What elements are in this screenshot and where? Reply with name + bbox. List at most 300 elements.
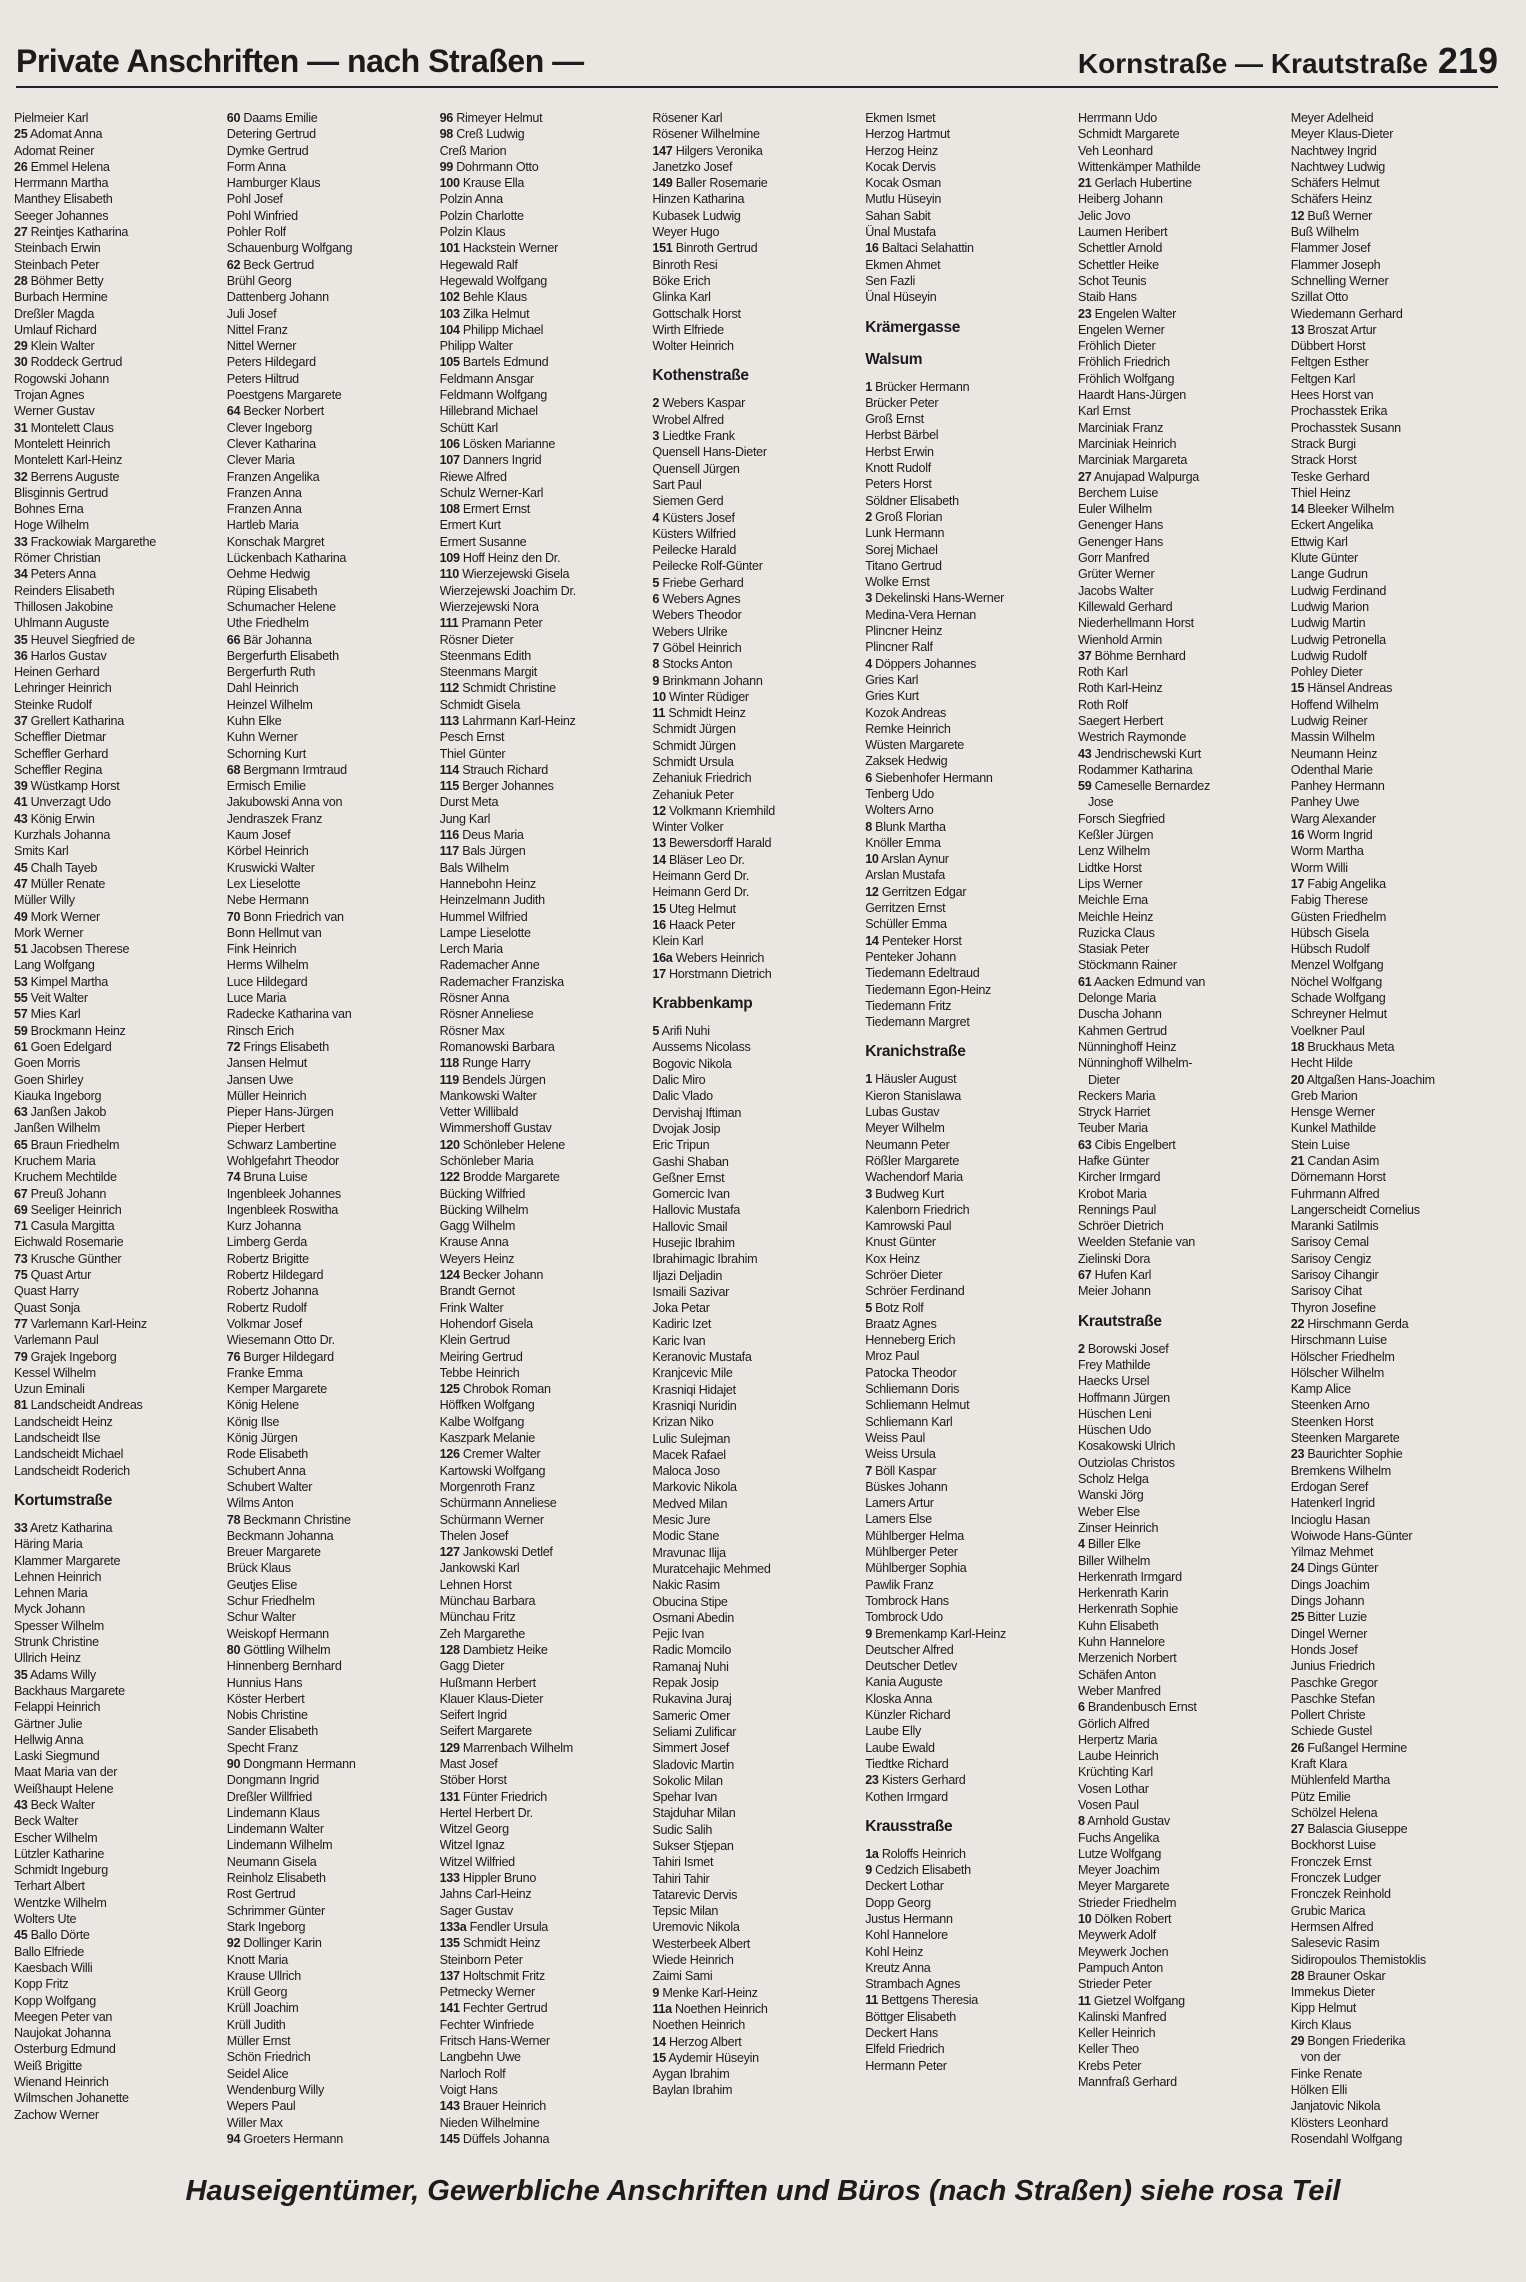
resident-name: Kaszpark Melanie [439,1431,535,1446]
house-number: 62 [226,257,241,272]
list-item [14,1332,227,1348]
list-item [440,550,653,566]
resident-name: Schäfers Heinz [1290,192,1372,207]
resident-name: Engelen Werner [1077,322,1165,337]
list-item [227,762,440,778]
resident-name: Mühlberger Sophia [865,1561,967,1576]
list-item [1078,632,1291,648]
list-item [652,1039,865,1055]
resident-name: Schorning Kurt [226,746,306,761]
resident-name: Winter Rüdiger [669,689,749,704]
house-number: 6 [652,592,660,607]
resident-name: Schön Friedrich [226,2050,311,2065]
list-item [1078,1023,1291,1039]
list-item [14,224,227,240]
list-item [652,208,865,224]
list-item [227,2017,440,2033]
resident-name: Weber Manfred [1077,1683,1161,1698]
list-item [865,395,1078,411]
list-item [865,1723,1078,1739]
list-item [14,632,227,648]
resident-name: Bremkens Wilhelm [1290,1463,1391,1478]
list-item [1078,746,1291,762]
list-item [1078,1618,1291,1634]
resident-name: Sokolic Milan [652,1773,723,1788]
resident-name: Kraft Klara [1290,1756,1347,1771]
list-item [1291,957,1504,973]
list-item [1078,648,1291,664]
resident-name: Schrimmer Günter [226,1903,325,1918]
list-item [14,1039,227,1055]
resident-name: Rösner Dieter [439,632,514,647]
list-item [440,1137,653,1153]
resident-name: Aussems Nicolass [652,1040,751,1055]
resident-name: Mühlberger Peter [865,1545,958,1560]
resident-name: Pramann Peter [461,616,543,631]
house-number: 5 [865,1300,872,1315]
resident-name: Herbst Erwin [865,444,934,459]
list-item [440,2049,653,2065]
house-number: 102 [439,290,460,305]
list-item [440,1886,653,1902]
house-number: 14 [865,933,879,948]
list-item [1291,1023,1504,1039]
list-item [1291,550,1504,566]
list-item [14,1463,227,1479]
list-item [652,558,865,574]
resident-name: Killewald Gerhard [1077,599,1173,614]
list-item [14,1414,227,1430]
list-item [652,1545,865,1561]
list-item [652,477,865,493]
list-item [227,925,440,941]
list-item [14,1797,227,1813]
house-number: 27 [1077,469,1092,484]
resident-name: Jacobs Walter [1077,583,1154,598]
resident-name: Künzler Richard [865,1708,951,1723]
list-item [865,159,1078,175]
list-item [227,1560,440,1576]
resident-name: Ludwig Reiner [1290,713,1368,728]
resident-name: Gerritzen Edgar [881,884,967,899]
list-item [652,1968,865,1984]
list-item [865,1283,1078,1299]
resident-name: Kurz Johanna [226,1219,301,1234]
list-item [1291,1104,1504,1120]
resident-name: Sukser Stjepan [652,1838,734,1853]
list-item [652,1333,865,1349]
house-number: 66 [226,632,241,647]
resident-name: Reinders Elisabeth [14,583,115,598]
resident-name: Hippler Bruno [462,1871,537,1886]
resident-name: Lindemann Klaus [226,1805,320,1820]
list-item [1291,2098,1504,2114]
resident-name: Schütt Karl [439,420,498,435]
house-number: 11 [865,1993,878,2008]
resident-name: Bongen Friederika [1307,2034,1406,2049]
list-item [14,1202,227,1218]
resident-name: Mravunac Ilija [652,1545,726,1560]
list-item [440,1805,653,1821]
resident-name: Berger Johannes [462,779,554,794]
list-item [14,778,227,794]
list-item [1291,811,1504,827]
list-item [1291,1854,1504,1870]
house-number: 105 [439,355,460,370]
list-item [440,354,653,370]
list-item [14,1088,227,1104]
resident-name: Fink Heinrich [226,942,297,957]
resident-name: Pielmeier Karl [14,111,89,125]
list-item [1291,517,1504,533]
resident-name: Brodde Margarete [462,1170,560,1185]
house-number: 96 [439,111,454,125]
list-item [227,1805,440,1821]
list-item [652,1349,865,1365]
resident-name: Durst Meta [439,795,499,810]
house-number: 149 [652,176,673,191]
list-item [652,738,865,754]
resident-name: Thillosen Jakobine [14,599,113,614]
resident-name: Seidel Alice [226,2066,289,2081]
resident-name: Nakic Rasim [652,1578,720,1593]
resident-name: Seeliger Heinrich [30,1202,122,1217]
list-item [227,892,440,908]
resident-name: Riewe Alfred [439,469,507,484]
house-number: 133 [439,1871,460,1886]
resident-name: Müller Ernst [226,2034,291,2049]
list-item [1078,322,1291,338]
resident-name: Kalbe Wolfgang [439,1414,525,1429]
resident-name: Klein Gertrud [439,1333,510,1348]
resident-name: Borowski Josef [1087,1341,1169,1356]
list-item [1291,1365,1504,1381]
list-item [14,1137,227,1153]
list-item [865,1169,1078,1185]
list-item [14,159,227,175]
house-number: 43 [14,1797,28,1812]
list-item [865,1479,1078,1495]
resident-name: Schur Friedhelm [226,1594,315,1609]
resident-name: Krüll Georg [226,1985,288,2000]
list-item [14,746,227,762]
list-item [440,974,653,990]
list-item [1291,2131,1504,2147]
resident-name: Sameric Omer [652,1708,730,1723]
resident-name: Biller Elke [1087,1537,1141,1552]
resident-name: Weelden Stefanie van [1077,1235,1195,1250]
list-item [865,1414,1078,1430]
resident-name: Herrmann Udo [1077,111,1157,125]
resident-name: Wittenkämper Mathilde [1077,159,1201,174]
resident-name: Kuhn Elisabeth [1077,1618,1159,1633]
house-number: 116 [439,828,460,843]
list-item [227,599,440,615]
list-item [1078,452,1291,468]
list-item [14,2009,227,2025]
list-item [1078,843,1291,859]
list-item [227,436,440,452]
resident-name: Krüll Judith [226,2017,286,2032]
resident-name: Tiedemann Fritz [865,998,952,1013]
resident-name: Herzog Albert [669,2034,742,2049]
resident-name: Quensell Jürgen [652,461,740,476]
resident-name: Steinborn Peter [439,1952,523,1967]
resident-name: Kranjcevic Mile [652,1366,733,1381]
resident-name: Mork Werner [30,909,100,924]
resident-name: Hellwig Anna [14,1732,84,1747]
list-item [227,1968,440,1984]
resident-name: Erdogan Seref [1290,1479,1369,1494]
resident-name: Lips Werner [1077,876,1143,891]
resident-name: Schur Walter [226,1610,296,1625]
list-item [1291,697,1504,713]
house-number: 25 [1290,1610,1305,1625]
list-item [865,558,1078,574]
list-item [1291,1952,1504,1968]
list-item [227,289,440,305]
resident-name: Brücker Hermann [875,379,970,394]
list-item [14,1349,227,1365]
resident-name: Wüstkamp Horst [30,779,120,794]
resident-name: Gagg Wilhelm [439,1219,516,1234]
list-item [1078,469,1291,485]
house-number: 117 [439,844,460,859]
resident-name: Hölscher Friedhelm [1290,1349,1395,1364]
resident-name: Beckmann Christine [243,1512,351,1527]
resident-name: Deutscher Detlev [865,1659,957,1674]
list-item [865,379,1078,395]
house-number: 64 [226,404,241,419]
house-number: 73 [14,1251,28,1266]
house-number: 4 [1077,1537,1085,1552]
list-item [652,640,865,656]
list-item [227,1544,440,1560]
list-item [1078,974,1291,990]
resident-name: Dreßler Willfried [226,1789,312,1804]
list-item [652,2050,865,2066]
resident-name: Spesser Wilhelm [14,1618,104,1633]
house-number: 14 [652,852,666,867]
resident-name: Schubert Anna [226,1463,306,1478]
list-item [440,1349,653,1365]
list-item [1078,1234,1291,1250]
list-item [14,925,227,941]
list-item [14,1536,227,1552]
list-item [1291,436,1504,452]
resident-name: Karic Ivan [652,1333,706,1348]
list-item [227,126,440,142]
street-heading: Krabbenkamp [652,995,753,1013]
resident-name: Menzel Wolfgang [1290,958,1384,973]
list-item [1291,713,1504,729]
resident-name: Schäfers Helmut [1290,176,1380,191]
resident-name: Teske Gerhard [1290,469,1370,484]
resident-name: Sarisoy Cihat [1290,1284,1362,1299]
list-item [652,1463,865,1479]
house-number: 104 [439,322,460,337]
resident-name: Casula Margitta [30,1219,115,1234]
list-item [14,1365,227,1381]
resident-name: Stark Ingeborg [226,1919,306,1934]
list-item [227,371,440,387]
list-item [440,1446,653,1462]
list-item [227,632,440,648]
resident-name: Jankowski Karl [439,1561,520,1576]
list-item [14,1976,227,1992]
resident-name: Krause Ella [462,176,525,191]
resident-name: Küsters Josef [662,510,735,525]
resident-name: Dings Joachim [1290,1577,1370,1592]
list-item [865,1495,1078,1511]
house-number: 23 [865,1773,879,1788]
list-item [440,1789,653,1805]
list-item [227,240,440,256]
list-item [440,306,653,322]
resident-name: Blunk Martha [875,819,946,834]
list-item [14,941,227,957]
list-item [1078,1357,1291,1373]
house-number: 17 [652,966,666,981]
house-number: 11a [652,2001,672,2016]
list-item [1078,1504,1291,1520]
list-item [1078,371,1291,387]
resident-name: Weyer Hugo [652,225,720,240]
list-item [227,1023,440,1039]
resident-name: Deckert Lothar [865,1879,944,1894]
resident-name: Clever Ingeborg [226,420,312,435]
list-item [652,1659,865,1675]
resident-name: Lenz Wilhelm [1077,844,1150,859]
resident-name: Schettler Heike [1077,257,1159,272]
list-item [865,1789,1078,1805]
list-item [440,403,653,419]
list-item [652,1903,865,1919]
resident-name: Sarisoy Cihangir [1290,1268,1379,1283]
house-number: 14 [652,2034,666,2049]
list-item [1078,1422,1291,1438]
list-item [1078,273,1291,289]
list-item [1291,1186,1504,1202]
resident-name: Wienand Heinrich [14,2075,109,2090]
list-item [652,1528,865,1544]
resident-name: Steinke Rudolf [14,697,92,712]
list-item [1291,1006,1504,1022]
house-number: 90 [226,1756,241,1771]
list-item [440,1626,653,1642]
list-item [14,485,227,501]
list-item [652,273,865,289]
house-number: 53 [14,974,28,989]
resident-name: Webers Theodor [652,608,742,623]
list-item [14,2107,227,2123]
resident-name: Osterburg Edmund [14,2042,116,2057]
resident-name: Sladovic Martin [652,1757,734,1772]
resident-name: Marciniak Heinrich [1077,436,1177,451]
list-item [440,1691,653,1707]
list-item [14,1218,227,1234]
resident-name: Heinzel Wilhelm [226,697,313,712]
resident-name: Brücker Peter [865,395,939,410]
resident-name: Buß Werner [1307,208,1373,223]
resident-name: Markovic Nikola [652,1480,737,1495]
resident-name: Robertz Hildegard [226,1268,324,1283]
resident-name: Müller Heinrich [226,1088,307,1103]
list-item [440,957,653,973]
list-item [1078,1438,1291,1454]
resident-name: Burger Hildegard [243,1349,334,1364]
list-item [1291,224,1504,240]
list-item [227,1691,440,1707]
resident-name: Lutze Wolfgang [1077,1846,1162,1861]
resident-name: Luce Hildegard [226,974,308,989]
list-item [1078,354,1291,370]
list-item [1291,1088,1504,1104]
list-item [440,191,653,207]
list-item [1291,794,1504,810]
resident-name: Büskes Johann [865,1479,948,1494]
list-item [440,876,653,892]
list-item [440,1609,653,1625]
list-item [1291,1137,1504,1153]
list-item [227,2098,440,2114]
list-item [14,1267,227,1283]
list-item [865,175,1078,191]
list-item [440,1104,653,1120]
resident-name: Adomat Anna [29,127,103,142]
list-item [1291,1886,1504,1902]
list-item [652,1626,865,1642]
resident-name: Ballo Elfriede [14,1944,85,1959]
list-item [652,1936,865,1952]
resident-name: Dattenberg Johann [226,290,329,305]
resident-name: Strunk Christine [14,1635,99,1650]
directory-column [440,110,653,2160]
resident-name: Bals Wilhelm [439,860,509,875]
resident-name: Franzen Angelika [226,469,320,484]
list-item [227,485,440,501]
resident-name: Schmidt Jürgen [652,738,736,753]
list-item [1078,257,1291,273]
list-item [1078,289,1291,305]
list-item [865,1626,1078,1642]
resident-name: Jansen Helmut [226,1056,307,1071]
list-item [227,501,440,517]
list-item [14,1601,227,1617]
resident-name: Penteker Horst [881,933,962,948]
list-item [14,794,227,810]
resident-name: Lahrmann Karl-Heinz [462,713,576,728]
list-item [652,1724,865,1740]
house-number: 12 [652,803,666,818]
list-item [652,624,865,640]
list-item [14,599,227,615]
list-item [227,224,440,240]
list-item [1291,583,1504,599]
list-item [652,542,865,558]
house-number: 120 [439,1137,460,1152]
resident-name: Lang Wolfgang [14,958,95,973]
list-item [1078,1169,1291,1185]
resident-name: Kimpel Martha [30,974,108,989]
resident-name: Pawlik Franz [865,1577,934,1592]
resident-name: Mannfraß Gerhard [1077,2075,1177,2090]
list-item [440,664,653,680]
resident-name: Liedtke Frank [662,429,735,444]
resident-name: Böhmer Betty [30,273,104,288]
list-item [14,762,227,778]
list-item [865,688,1078,704]
